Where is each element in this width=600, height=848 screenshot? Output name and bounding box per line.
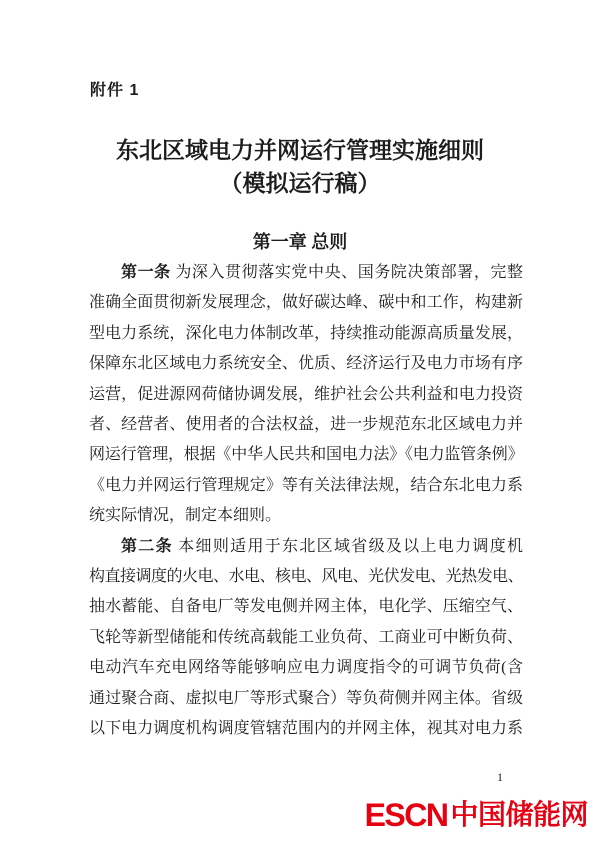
body-text-line: 抽水蓄能、自备电厂等发电侧并网主体，电化学、压缩空气、 xyxy=(89,598,523,616)
article-term: 第二条 xyxy=(121,537,173,555)
article-term: 第一条 xyxy=(121,264,171,281)
chapter-heading: 第一章 总则 xyxy=(252,232,348,252)
body-text-line xyxy=(89,258,523,288)
attachment-label: 附件 1 xyxy=(90,82,140,99)
body-text-line: 保障东北区域电力系统安全、优质、经济运行及电力市场有序 xyxy=(89,355,523,373)
body-text-line: 构直接调度的火电、水电、核电、风电、光伏发电、光热发电、 xyxy=(89,568,523,586)
escn-watermark xyxy=(365,799,588,831)
body-text-line: 网运行管理，根据《中华人民共和国电力法》《电力监管条例》 xyxy=(89,446,523,464)
body-text-line: 者、经营者、使用者的合法权益，进一步规范东北区域电力并 xyxy=(89,416,523,434)
body-text-line: 型电力系统，深化电力体制改革，持续推动能源高质量发展， xyxy=(89,324,523,342)
doc-title-line1: 东北区域电力并网运行管理实施细则 xyxy=(116,138,484,163)
doc-title-line2: （模拟运行稿） xyxy=(219,171,381,196)
escn-logo-cn-text: 中国储能网 xyxy=(450,799,588,830)
line-text: 本细则适用于东北区域省级及以上电力调度机 xyxy=(178,537,523,555)
body-text-line: 通过聚合商、虚拟电厂等形式聚合）等负荷侧并网主体。省级 xyxy=(89,689,523,707)
body-text-line: 《电力并网运行管理规定》等有关法律法规，结合东北电力系 xyxy=(89,476,523,494)
page-number: 1 xyxy=(497,770,503,784)
body-text-line: 以下电力调度机构调度管辖范围内的并网主体，视其对电力系 xyxy=(89,720,523,738)
body-text-line: 准确全面贯彻新发展理念，做好碳达峰、碳中和工作，构建新 xyxy=(89,294,523,312)
body-text-line: 统实际情况，制定本细则。 xyxy=(89,507,282,525)
body-text-line xyxy=(89,532,523,562)
doc-title xyxy=(0,134,600,200)
body-text-line: 运营，促进源网荷储协调发展，维护社会公共利益和电力投资 xyxy=(89,385,523,403)
line-text: 为深入贯彻落实党中央、国务院决策部署，完整 xyxy=(175,264,523,281)
body-text-line: 电动汽车充电网络等能够响应电力调度指令的可调节负荷(含 xyxy=(89,659,523,677)
body-text xyxy=(89,258,523,745)
escn-logo-text: ESCN xyxy=(364,797,448,833)
body-text-line: 飞轮等新型储能和传统高载能工业负荷、工商业可中断负荷、 xyxy=(89,628,523,646)
